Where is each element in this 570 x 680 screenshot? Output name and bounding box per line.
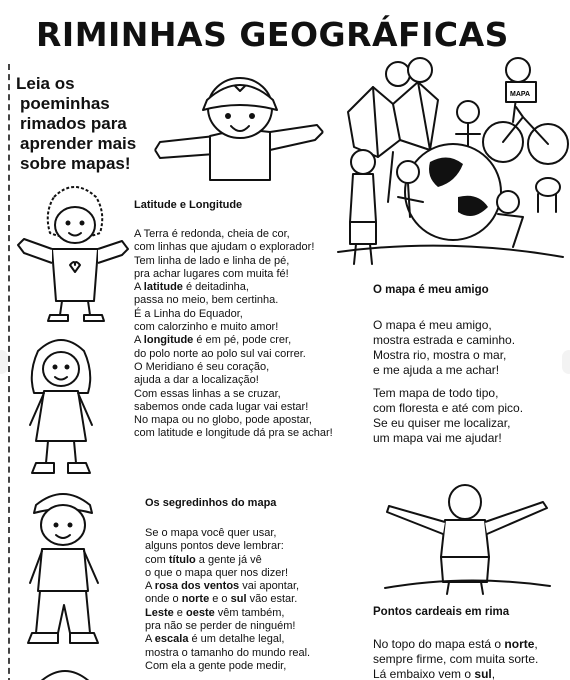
poem-line: Tem mapa de todo tipo,: [373, 386, 499, 400]
poem-line: pra não se perder de ninguém!: [145, 620, 296, 633]
poem-line: Com ela a gente pode medir,: [145, 659, 287, 672]
poem-line: um mapa vai me ajudar!: [373, 431, 502, 445]
kids-globe-map-illustration: [338, 52, 563, 272]
poem-title-latitude: Latitude e Longitude: [134, 199, 243, 211]
poem-text: e: [173, 606, 186, 619]
poem-line: [145, 607, 310, 620]
poem-line: [145, 593, 310, 606]
poem-line: Mostra rio, mostra o mar,: [373, 348, 507, 362]
boy-back-view-illustration: [385, 482, 550, 597]
poem-line: sempre firme, com muita sorte.: [373, 652, 539, 666]
poem-text: No topo do mapa está o: [373, 637, 505, 651]
intro-line: rimados para: [20, 114, 127, 133]
poem-keyword: latitude: [143, 281, 183, 294]
poem-line: o que o mapa quer nos dizer!: [145, 566, 289, 579]
poem-text: a gente já vê: [195, 553, 262, 566]
poem-line: mostra o tamanho do mundo real.: [145, 646, 311, 659]
poem-text: é deitadinha,: [182, 281, 249, 294]
poem-text: vão estar.: [246, 593, 298, 606]
poem-line: Com essas linhas a se cruzar,: [134, 387, 281, 400]
poem-line: Tem linha de lado e linha de pé,: [134, 254, 290, 267]
dashed-cut-line: [8, 64, 10, 680]
poem-text: com: [145, 553, 169, 566]
poem-line: No mapa ou no globo, pode apostar,: [134, 414, 312, 427]
intro-line: aprender mais: [20, 134, 137, 153]
poem-line: A Terra é redonda, cheia de cor,: [134, 228, 290, 240]
poem-line: O Meridiano é seu coração,: [134, 360, 270, 373]
poem-text: Lá embaixo vem o: [373, 667, 475, 680]
poem-keyword: longitude: [143, 334, 194, 347]
poem-keyword: norte: [181, 593, 210, 606]
poem-text: onde o: [145, 593, 182, 606]
page-nav-right-indicator: [562, 350, 570, 374]
poem-line: [145, 554, 310, 567]
poem-text: ,: [491, 667, 496, 680]
poem-keyword: Leste: [145, 606, 174, 619]
poem-text: ,: [534, 637, 538, 651]
poem-line: [145, 580, 310, 593]
poem-line: É a Linha do Equador,: [134, 307, 243, 320]
poem-line: do polo norte ao polo sul vai correr.: [134, 347, 306, 360]
poem-mapa-amigo: [373, 318, 523, 446]
poem-text: é em pé, pode crer,: [193, 334, 292, 347]
poem-keyword: título: [168, 553, 196, 566]
poem-pontos-cardeais: [373, 637, 538, 680]
poem-line: ajuda a dar a localização!: [134, 374, 259, 387]
poem-title-segredinhos: Os segredinhos do mapa: [145, 497, 277, 509]
poem-keyword: escala: [154, 633, 189, 646]
poem-line: [134, 281, 333, 294]
poem-line: passa no meio, bem certinha.: [134, 294, 279, 307]
poem-segredinhos-mapa: [145, 527, 310, 673]
poem-text: é um detalhe legal,: [188, 633, 285, 646]
poem-text: e o: [209, 593, 231, 606]
poem-line: mostra estrada e caminho.: [373, 333, 516, 347]
poem-line: Se eu quiser me localizar,: [373, 416, 511, 430]
poem-line: [145, 633, 310, 646]
poem-line: com floresta e até com pico.: [373, 401, 524, 415]
page-nav-left-indicator: [0, 350, 8, 374]
poem-keyword: sul: [474, 667, 492, 680]
poem-keyword: oeste: [185, 606, 215, 619]
poem-text: A: [134, 281, 144, 294]
map-sign-text: MAPA: [510, 91, 531, 98]
poem-line: com calorzinho e muito amor!: [134, 321, 279, 334]
poem-keyword: rosa dos ventos: [154, 580, 240, 593]
poem-line: [373, 637, 538, 652]
poem-line: alguns pontos deve lembrar:: [145, 540, 284, 553]
poem-text: vai apontar,: [239, 580, 300, 593]
poem-line: Se o mapa você quer usar,: [145, 527, 277, 539]
intro-line: Leia os: [16, 74, 75, 93]
girl-curly-hair-illustration: [14, 183, 129, 323]
girl-dress-illustration: [16, 333, 106, 483]
child-head-partial-illustration: [35, 662, 95, 680]
poem-line: O mapa é meu amigo,: [373, 318, 492, 332]
poem-text: vêm também,: [214, 606, 285, 619]
poem-line: sabemos onde cada lugar vai estar!: [134, 400, 309, 413]
page-title: RIMINHAS GEOGRÁFICAS: [36, 15, 509, 54]
poem-line: com latitude e longitude dá pra se achar!: [134, 427, 333, 440]
boy-cap-side-illustration: [18, 483, 108, 648]
poem-keyword: norte: [504, 637, 535, 651]
poem-latitude-longitude: [134, 228, 333, 441]
poem-text: A: [145, 633, 155, 646]
poem-line: [134, 334, 333, 347]
poem-line: [373, 667, 538, 680]
poem-title-mapa-amigo: O mapa é meu amigo: [373, 284, 489, 296]
poem-keyword: sul: [230, 593, 247, 606]
poem-line: com linhas que ajudam o explorador!: [134, 241, 315, 254]
intro-line: sobre mapas!: [20, 154, 131, 173]
boy-cap-illustration: [155, 70, 325, 180]
poem-text: A: [134, 334, 144, 347]
intro-text: [16, 74, 156, 174]
poem-line: pra achar lugares com muita fé!: [134, 267, 289, 280]
poem-text: A: [145, 580, 155, 593]
poem-line: e me ajuda a me achar!: [373, 363, 500, 377]
intro-line: poeminhas: [20, 94, 110, 113]
poem-title-pontos-cardeais: Pontos cardeais em rima: [373, 606, 510, 618]
